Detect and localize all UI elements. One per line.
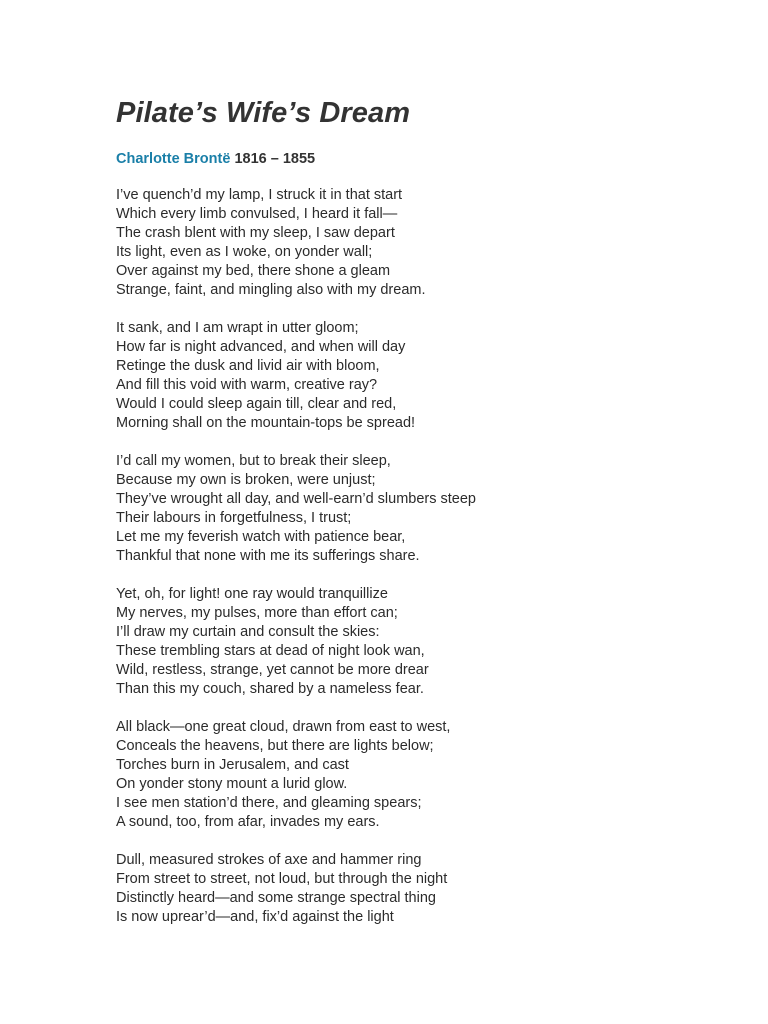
poem-line: All black—one great cloud, drawn from east to west, [116, 719, 451, 735]
poem-line: Because my own is broken, were unjust; [116, 472, 376, 488]
poem-line: Morning shall on the mountain-tops be spread! [116, 415, 416, 431]
author-link[interactable]: Charlotte Brontë [116, 151, 231, 167]
poem-line: Strange, faint, and mingling also with my dream. [116, 282, 426, 298]
poem-line: I’d call my women, but to break their sleep, [116, 453, 391, 469]
poem-line: Distinctly heard—and some strange spectral thing [116, 890, 436, 906]
poem-line: Over against my bed, there shone a gleam [116, 263, 391, 279]
poem-line: Which every limb convulsed, I heard it fall— [116, 206, 398, 222]
poem-line: Is now uprear’d—and, fix’d against the light [116, 909, 394, 925]
stanza [116, 718, 716, 832]
poem-line: These trembling stars at dead of night look wan, [116, 643, 425, 659]
poem-line: They’ve wrought all day, and well-earn’d slumbers steep [116, 491, 476, 507]
poem-line: Let me my feverish watch with patience bear, [116, 529, 406, 545]
stanza [116, 452, 716, 566]
poem-line: And fill this void with warm, creative ray? [116, 377, 378, 393]
poem-line: Dull, measured strokes of axe and hammer ring [116, 852, 422, 868]
poem-body [116, 186, 716, 927]
poem-line: Yet, oh, for light! one ray would tranquillize [116, 586, 388, 602]
poem-line: On yonder stony mount a lurid glow. [116, 776, 348, 792]
poem-line: I’ll draw my curtain and consult the skies: [116, 624, 380, 640]
document-page [116, 94, 716, 946]
poem-line: Conceals the heavens, but there are lights below; [116, 738, 434, 754]
poem-line: Retinge the dusk and livid air with bloom, [116, 358, 380, 374]
poem-line: I’ve quench’d my lamp, I struck it in that start [116, 187, 403, 203]
stanza [116, 851, 716, 927]
poem-line: A sound, too, from afar, invades my ears. [116, 814, 380, 830]
stanza [116, 319, 716, 433]
byline [116, 150, 716, 169]
poem-line: Torches burn in Jerusalem, and cast [116, 757, 349, 773]
poem-line: It sank, and I am wrapt in utter gloom; [116, 320, 359, 336]
author-dates: 1816 – 1855 [234, 151, 316, 167]
poem-title: Pilate’s Wife’s Dream [116, 97, 411, 129]
poem-line: How far is night advanced, and when will day [116, 339, 406, 355]
poem-line: The crash blent with my sleep, I saw depart [116, 225, 395, 241]
poem-line: Thankful that none with me its sufferings share. [116, 548, 420, 564]
stanza [116, 186, 716, 300]
poem-line: Than this my couch, shared by a nameless fear. [116, 681, 424, 697]
poem-line: My nerves, my pulses, more than effort can; [116, 605, 398, 621]
poem-line: Would I could sleep again till, clear and red, [116, 396, 397, 412]
poem-line: Their labours in forgetfulness, I trust; [116, 510, 352, 526]
stanza [116, 585, 716, 699]
poem-line: From street to street, not loud, but through the night [116, 871, 448, 887]
poem-line: Wild, restless, strange, yet cannot be more drear [116, 662, 429, 678]
poem-line: I see men station’d there, and gleaming spears; [116, 795, 422, 811]
poem-line: Its light, even as I woke, on yonder wall; [116, 244, 373, 260]
